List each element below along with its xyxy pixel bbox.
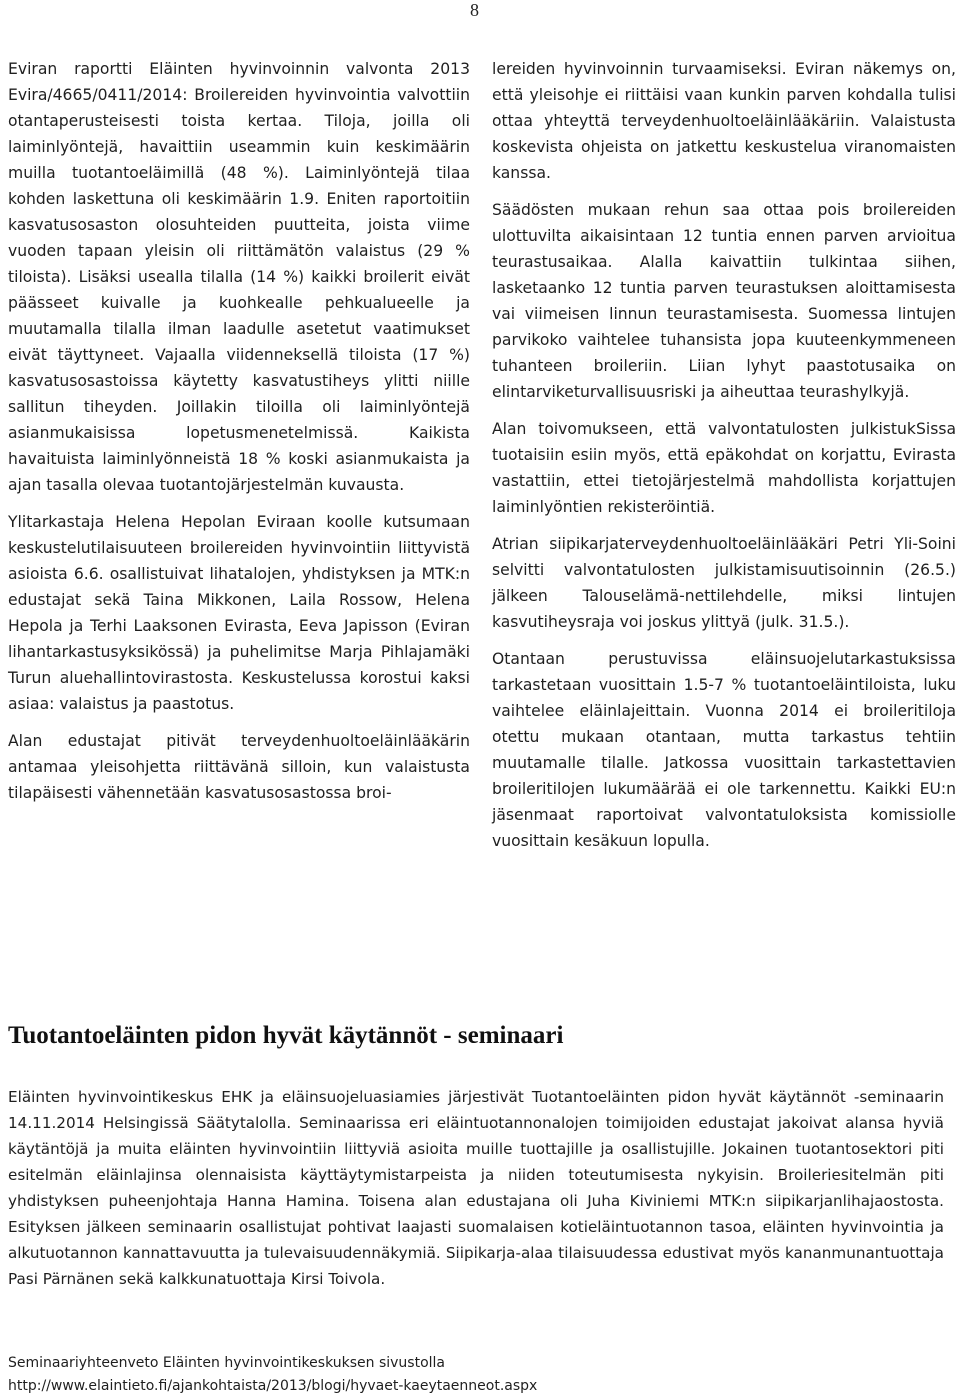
seminar-title: Tuotantoeläinten pidon hyvät käytännöt - seminaari: [8, 1022, 564, 1049]
left-column: [8, 56, 470, 806]
paragraph-evira-view: lereiden hyvinvoinnin turvaamiseksi. Eviran näkemys on, että yleisohje ei riittäisi vaan kunkin parven kohdalla tulisi ottaa yhteyttä terveydenhuoltoeläinlääkäriin. Valaistusta koskevista ohjeista on jatkettu keskustelua viranomaisten kanssa.: [492, 60, 956, 182]
seminar-source-label: Seminaariyhteenveto Eläinten hyvinvointikeskuksen sivustolla: [8, 1355, 446, 1371]
paragraph-industry-view: Alan edustajat pitivät terveydenhuoltoeläinlääkärin antamaa yleisohjetta riittävänä silloin, kun valaistusta tilapäisesti vähennetään kasvatusosastossa broi-: [8, 732, 470, 802]
paragraph-publication-wish: Alan toivomukseen, että valvontatulosten julkistukSissa tuotaisiin esiin myös, että epäkohdat on korjattu, Evirasta vastattiin, ettei tietojärjestelmä mahdollista korjattujen laiminlyöntien rekisteröintiä.: [492, 420, 956, 516]
paragraph-evira-report: Eviran raportti Eläinten hyvinvoinnin valvonta 2013 Evira/4665/0411/2014: Broilereiden hyvinvointia valvottiin otantaperusteisesti toista kertaa. Tiloja, joilla oli laiminlyöntejä, havaittiin useammin kuin keskimäärin muilla tuotantoeläimillä (48 %). Laiminlyöntejä tilaa kohden laskettuna oli keskimäärin 1.9. Eniten raportoitiin kasvatusosaston olosuhteiden puutteita, joista viime vuoden tapaan yleisin oli riittämätön valaistus (29 % tiloista). Lisäksi usealla tilalla (14 %) kaikki broilerit eivät päässeet kuivalle ja kuohkealle pehkualueelle ja muutamalla tilalla ilman laadulle asetetut vaatimukset eivät täyttyneet. Vajaalla viidenneksellä tiloista (17 %) kasvatusosastoissa käytetty kasvatustiheys ylitti niille sallitun tiheyden. Joillakin tiloilla oli laiminlyöntejä asianmukaisissa lopetusmenetelmissä. Kaikista havaituista laiminlyönneistä 18 % koski asianmukaista ja ajan tasalla olevaa tuotantojärjestelmän kuvausta.: [8, 60, 470, 494]
paragraph-atria-vet: Atrian siipikarjaterveydenhuoltoeläinlääkäri Petri Yli-Soini selvitti valvontatulosten julkistamisuutisoinnin (26.5.) jälkeen Talouselämä-nettilehdelle, miksi lintujen kasvutiheysraja voi joskus ylittyä (julk. 31.5.).: [492, 535, 956, 631]
page-number: 8: [470, 0, 479, 20]
right-column: [492, 56, 956, 865]
seminar-body: Eläinten hyvinvointikeskus EHK ja eläinsuojeluasiamies järjestivät Tuotantoeläinten pidon hyvät käytännöt -seminaarin 14.11.2014 Helsingissä Säätytalolla. Seminaarissa eri eläintuotannonalojen toimijoiden edustajat jakoivat alansa hyviä käytäntöjä ja muita eläinten hyvinvointiin liittyviä asioita muille tuottajille ja osallistujille. Jokainen tuotantosektori piti esitelmän eläinlajinsa olennaisista käyttäytymistarpeista ja niiden toteutumisesta nykyisin. Broileriesitelmän piti yhdistyksen puheenjohtaja Hanna Hamina. Toisena alan edustajana oli Juha Kiviniemi MTK:n siipikarjanlihajaostosta. Esityksen jälkeen seminaarin osallistujat pohtivat laajasti suomalaisen kotieläintuotannon tasoa, eläinten hyvinvointia ja alkutuotannon kannattavuutta ja tulevaisuudennäkymiä. Siipikarja-alaa tilaisuudessa edustivat myös kananmunantuottaja Pasi Pärnänen sekä kalkkunatuottaja Kirsi Toivola.: [8, 1088, 944, 1288]
paragraph-feed-withdrawal: Säädösten mukaan rehun saa ottaa pois broilereiden ulottuvilta aikaisintaan 12 tuntia ennen parven arvioitua teurastusaikaa. Alalla kaivattiin tulkintaa siihen, lasketaanko 12 tuntia parven teurastuksen aloittamisesta vai viimeisen linnun teurastamisesta. Suomessa lintujen parvikoko vaihtelee tuhansista jopa kuuteenkymmeneen tuhanteen broileriin. Liian lyhyt paastotusaika on elintarviketurvallisuusriski ja aiheuttaa teurashylkyjä.: [492, 201, 956, 401]
seminar-source: [8, 1352, 948, 1398]
seminar-source-link[interactable]: http://www.elaintieto.fi/ajankohtaista/2013/blogi/hyvaet-kaeytaenneot.aspx: [8, 1378, 538, 1394]
paragraph-sampling-inspections: Otantaan perustuvissa eläinsuojelutarkastuksissa tarkastetaan vuosittain 1.5-7 % tuotantoeläintiloista, luku vaihtelee eläinlajeittain. Vuonna 2014 ei broileritiloja otettu mukaan otantaan, mutta tarkastus tehtiin muutamalle tilalle. Jatkossa vuosittain tarkastettavien broileritilojen lukumäärää ei ole tarkennettu. Kaikki EU:n jäsenmaat raportoivat valvontatuloksista komissiolle vuosittain kesäkuun lopulla.: [492, 650, 956, 850]
paragraph-discussion-meeting: Ylitarkastaja Helena Hepolan Eviraan koolle kutsumaan keskustelutilaisuuteen broilereiden hyvinvointiin liittyvistä asioista 6.6. osallistuivat lihatalojen, yhdistyksen ja MTK:n edustajat sekä Taina Mikkonen, Laila Rossow, Helena Hepola ja Terhi Laaksonen Evirasta, Eeva Japisson (Eviran lihantarkastusyksikössä) ja puhelimitse Marja Pihlajamäki Turun aluehallintovirastosta. Keskustelussa korostui kaksi asiaa: valaistus ja paastotus.: [8, 513, 470, 713]
